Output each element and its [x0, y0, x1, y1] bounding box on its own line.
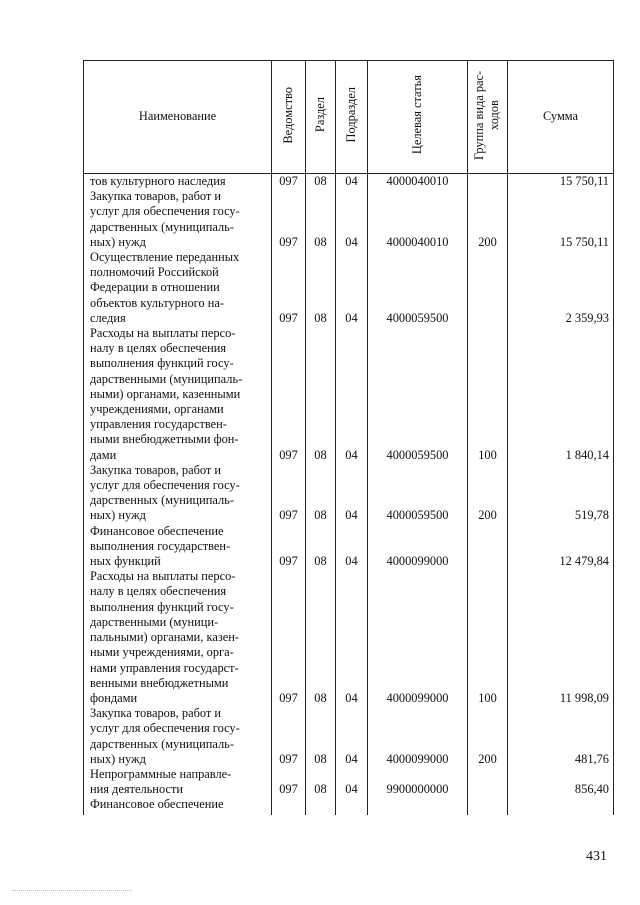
header-section: Раздел — [306, 61, 336, 174]
row-name-line: Закупка товаров, работ и — [90, 189, 222, 204]
row-sum-cell — [508, 797, 614, 815]
row-group-cell: 200 — [468, 706, 508, 767]
row-section-cell: 08 — [306, 569, 336, 706]
row-target-cell: 4000099000 — [368, 569, 468, 706]
row-subsection-cell: 04 — [336, 524, 368, 570]
row-name-line: ными) органами, казенными — [90, 386, 241, 401]
row-name-line: дарственных (муниципаль- — [90, 219, 234, 234]
row-name-line: услуг для обеспечения госу- — [90, 478, 240, 493]
row-name-cell — [84, 250, 272, 326]
row-name-line: услуг для обеспечения госу- — [90, 721, 240, 736]
row-group-cell — [468, 250, 508, 326]
row-subsection-cell: 04 — [336, 463, 368, 524]
table-row — [84, 569, 614, 706]
row-name-line: Расходы на выплаты персо- — [90, 326, 236, 341]
table-body — [84, 174, 614, 816]
row-name-cell — [84, 569, 272, 706]
row-section-cell: 08 — [306, 706, 336, 767]
row-section-cell: 08 — [306, 767, 336, 797]
row-name-line: дами — [90, 447, 117, 462]
row-group-cell: 200 — [468, 189, 508, 250]
row-section-cell: 08 — [306, 250, 336, 326]
row-target-cell: 4000059500 — [368, 463, 468, 524]
row-dept-cell: 097 — [272, 326, 306, 463]
row-name-line: учреждениями, органами — [90, 402, 224, 417]
row-name-line: ния деятельности — [90, 782, 183, 797]
row-target-cell: 4000040010 — [368, 174, 468, 190]
row-sum-cell: 519,78 — [508, 463, 614, 524]
row-group-cell: 100 — [468, 326, 508, 463]
header-subsection: Подраздел — [336, 61, 368, 174]
row-group-cell: 100 — [468, 569, 508, 706]
row-subsection-cell: 04 — [336, 706, 368, 767]
row-target-cell — [368, 797, 468, 815]
row-name-cell — [84, 767, 272, 797]
row-name-line: дарственных (муниципаль- — [90, 493, 234, 508]
row-target-cell: 4000099000 — [368, 706, 468, 767]
header-group: Группа вида рас-ходов — [468, 61, 508, 174]
row-name-cell — [84, 326, 272, 463]
row-subsection-cell: 04 — [336, 250, 368, 326]
table-row — [84, 463, 614, 524]
row-target-cell: 4000040010 — [368, 189, 468, 250]
table-row — [84, 797, 614, 815]
row-section-cell: 08 — [306, 326, 336, 463]
row-dept-cell: 097 — [272, 524, 306, 570]
row-group-cell — [468, 524, 508, 570]
row-sum-cell: 15 750,11 — [508, 189, 614, 250]
row-name-line: Финансовое обеспечение — [90, 523, 224, 538]
row-name-line: венными внебюджетными — [90, 675, 229, 690]
row-name-cell — [84, 797, 272, 815]
row-name-line: Финансовое обеспечение — [90, 797, 224, 812]
row-dept-cell: 097 — [272, 189, 306, 250]
row-target-cell: 4000059500 — [368, 326, 468, 463]
row-section-cell: 08 — [306, 174, 336, 190]
row-group-cell — [468, 767, 508, 797]
row-name-line: дарственных (муниципаль- — [90, 736, 234, 751]
table-row — [84, 189, 614, 250]
table-row — [84, 767, 614, 797]
row-name-line: выполнения функций госу- — [90, 599, 234, 614]
row-name-line: Расходы на выплаты персо- — [90, 569, 236, 584]
row-name-cell — [84, 189, 272, 250]
row-name-line: услуг для обеспечения госу- — [90, 204, 240, 219]
row-section-cell: 08 — [306, 463, 336, 524]
row-subsection-cell: 04 — [336, 174, 368, 190]
row-target-cell: 9900000000 — [368, 767, 468, 797]
row-group-cell — [468, 174, 508, 190]
row-name-line: ных) нужд — [90, 234, 146, 249]
table-row — [84, 326, 614, 463]
table-row — [84, 706, 614, 767]
row-dept-cell: 097 — [272, 174, 306, 190]
table-row — [84, 250, 614, 326]
row-name-line: выполнения государствен- — [90, 538, 231, 553]
row-section-cell: 08 — [306, 189, 336, 250]
row-subsection-cell: 04 — [336, 767, 368, 797]
row-name-line: Закупка товаров, работ и — [90, 462, 222, 477]
row-name-cell — [84, 174, 272, 190]
row-name-line: Федерации в отношении — [90, 280, 220, 295]
row-sum-cell: 12 479,84 — [508, 524, 614, 570]
row-sum-cell: 11 998,09 — [508, 569, 614, 706]
row-name-line: фондами — [90, 690, 138, 705]
row-name-line: ными внебюджетными фон- — [90, 432, 239, 447]
row-subsection-cell — [336, 797, 368, 815]
row-name-line: Непрограммные направле- — [90, 766, 232, 781]
row-name-line: объектов культурного на- — [90, 295, 224, 310]
row-name-line: тов культурного наследия — [90, 174, 226, 188]
row-name-line: управления государствен- — [90, 417, 227, 432]
row-target-cell: 4000099000 — [368, 524, 468, 570]
row-name-line: полномочий Российской — [90, 265, 219, 280]
row-name-line: налу в целях обеспечения — [90, 584, 227, 599]
row-dept-cell — [272, 797, 306, 815]
header-dept: Ведомство — [272, 61, 306, 174]
header-name: Наименование — [84, 61, 272, 174]
row-dept-cell: 097 — [272, 250, 306, 326]
row-name-line: ных) нужд — [90, 751, 146, 766]
table-row — [84, 524, 614, 570]
row-target-cell: 4000059500 — [368, 250, 468, 326]
table-header-row — [84, 61, 614, 174]
row-sum-cell: 2 359,93 — [508, 250, 614, 326]
row-sum-cell: 1 840,14 — [508, 326, 614, 463]
table-row — [84, 174, 614, 190]
row-name-line: следия — [90, 310, 126, 325]
row-subsection-cell: 04 — [336, 569, 368, 706]
row-group-cell: 200 — [468, 463, 508, 524]
header-sum: Сумма — [508, 61, 614, 174]
row-name-line: пальными) органами, казен- — [90, 630, 239, 645]
scan-artifact — [12, 890, 132, 894]
page-number: 431 — [586, 849, 607, 864]
row-dept-cell: 097 — [272, 569, 306, 706]
row-name-cell — [84, 706, 272, 767]
row-name-line: выполнения функций госу- — [90, 356, 234, 371]
row-name-line: ными учреждениями, орга- — [90, 645, 234, 660]
row-name-line: дарственными (муниципаль- — [90, 371, 243, 386]
budget-table — [83, 60, 614, 815]
row-section-cell — [306, 797, 336, 815]
row-sum-cell: 15 750,11 — [508, 174, 614, 190]
row-dept-cell: 097 — [272, 706, 306, 767]
row-name-line: ных) нужд — [90, 508, 146, 523]
row-dept-cell: 097 — [272, 463, 306, 524]
row-subsection-cell: 04 — [336, 189, 368, 250]
row-sum-cell: 856,40 — [508, 767, 614, 797]
row-name-line: Закупка товаров, работ и — [90, 706, 222, 721]
row-name-line: Осуществление переданных — [90, 250, 240, 265]
row-name-cell — [84, 463, 272, 524]
header-target: Целевая статья — [368, 61, 468, 174]
row-name-line: ных функций — [90, 554, 161, 569]
row-subsection-cell: 04 — [336, 326, 368, 463]
row-sum-cell: 481,76 — [508, 706, 614, 767]
row-section-cell: 08 — [306, 524, 336, 570]
row-name-cell — [84, 524, 272, 570]
row-name-line: нами управления государст- — [90, 660, 239, 675]
row-dept-cell: 097 — [272, 767, 306, 797]
row-name-line: налу в целях обеспечения — [90, 341, 227, 356]
row-name-line: дарственными (муници- — [90, 614, 219, 629]
row-group-cell — [468, 797, 508, 815]
